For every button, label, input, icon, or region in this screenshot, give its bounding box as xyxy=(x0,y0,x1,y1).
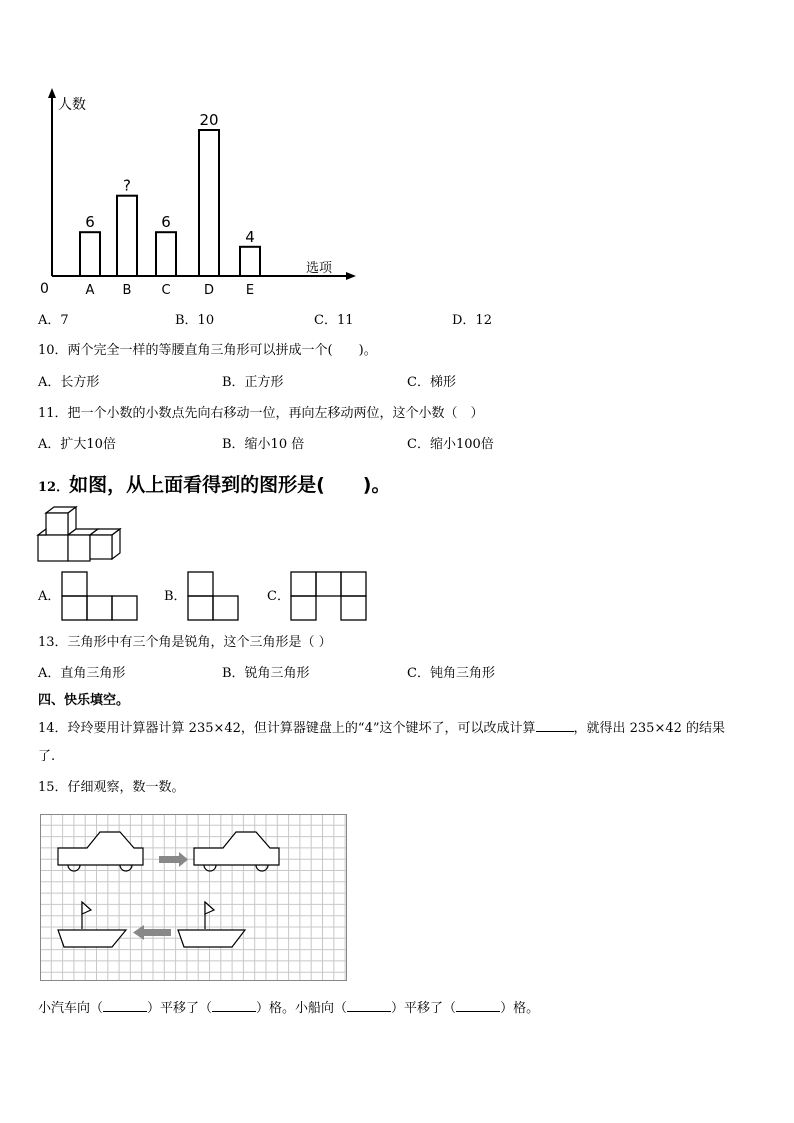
q15-answer-part-4: ）平移了（ xyxy=(391,1001,457,1016)
q10-option-b[interactable]: B．正方形 xyxy=(222,375,284,390)
bar-d xyxy=(199,130,219,276)
q13-question xyxy=(38,635,332,651)
x-tick-label-d: D xyxy=(203,283,215,298)
q14-answer-blank[interactable] xyxy=(536,719,574,732)
x-tick-label-c: C xyxy=(161,283,171,298)
q14-text-before: 玲玲要用计算器计算 235×42，但计算器键盘上的“4”这个键坏了，可以改成计算 xyxy=(67,721,536,736)
q13-number: 13． xyxy=(38,635,68,650)
q15-car-direction-blank[interactable] xyxy=(103,999,147,1012)
q11-option-a[interactable]: A．扩大10倍 xyxy=(38,437,116,452)
boat-left-icon xyxy=(58,902,126,947)
y-axis-label: 人数 xyxy=(58,97,86,113)
q12-option-b-label[interactable]: B． xyxy=(164,589,187,604)
q12-option-a-label[interactable]: A． xyxy=(38,589,61,604)
q11-question xyxy=(38,406,484,422)
q9-option-a[interactable]: A．7 xyxy=(38,313,69,328)
q12-option-c-figure[interactable] xyxy=(290,571,368,621)
section-4-title: 四、快乐填空。 xyxy=(38,693,130,708)
q9-option-d[interactable]: D．12 xyxy=(452,313,492,328)
q12-question xyxy=(38,470,390,497)
q15-boat-direction-blank[interactable] xyxy=(347,999,391,1012)
bar-value-label-b: ? xyxy=(123,176,131,195)
bar-value-label-d: 20 xyxy=(199,111,219,129)
bar-b xyxy=(117,196,137,276)
bar-c xyxy=(156,232,176,276)
origin-label: 0 xyxy=(40,281,49,297)
q14-text-line2: 了. xyxy=(38,749,56,764)
q14-text-after: ，就得出 235×42 的结果 xyxy=(573,721,726,736)
q10-text-after: )。 xyxy=(358,343,377,358)
q9-option-b[interactable]: B．10 xyxy=(175,313,215,328)
bar-value-label-c: 6 xyxy=(161,213,171,232)
x-tick-label-a: A xyxy=(85,283,95,298)
q12-option-c-label[interactable]: C． xyxy=(267,589,290,604)
q13-option-a[interactable]: A．直角三角形 xyxy=(38,666,126,681)
y-axis-arrow xyxy=(48,88,56,98)
q15-question xyxy=(38,780,185,796)
bar-chart xyxy=(30,85,360,300)
q9-option-c[interactable]: C．11 xyxy=(314,313,354,328)
q11-text: 把一个小数的小数点先向右移动一位，再向左移动两位，这个小数（ ） xyxy=(67,406,484,421)
q10-number: 10． xyxy=(38,343,68,358)
q11-option-b[interactable]: B．缩小10 倍 xyxy=(222,437,305,452)
q12-number: 12． xyxy=(38,480,70,495)
q10-question xyxy=(38,343,377,359)
q10-option-a[interactable]: A．长方形 xyxy=(38,375,100,390)
arrow-right-icon xyxy=(159,852,188,867)
bar-value-label-e: 4 xyxy=(245,227,255,246)
x-axis-arrow xyxy=(346,272,356,280)
q12-option-a-figure[interactable] xyxy=(61,571,139,621)
q12-text: 如图，从上面看得到的图形是( )。 xyxy=(69,474,391,496)
boat-right-icon xyxy=(178,902,245,947)
q15-text: 仔细观察，数一数。 xyxy=(67,780,185,795)
translation-grid-figure xyxy=(40,814,348,982)
q13-option-b[interactable]: B．锐角三角形 xyxy=(222,666,310,681)
q14-question xyxy=(38,719,725,737)
q15-answer-part-1: 小汽车向（ xyxy=(38,1001,104,1016)
q15-number: 15． xyxy=(38,780,68,795)
x-axis-label: 选项 xyxy=(306,261,333,276)
bar-a xyxy=(80,232,100,276)
q12-option-b-figure[interactable] xyxy=(187,571,241,621)
bar-e xyxy=(240,247,260,276)
q15-answer-part-2: ）平移了（ xyxy=(147,1001,213,1016)
q15-boat-distance-blank[interactable] xyxy=(456,999,500,1012)
q13-text: 三角形中有三个角是锐角，这个三角形是（ ） xyxy=(67,635,332,650)
x-tick-label-e: E xyxy=(245,283,255,298)
q13-option-c[interactable]: C．钝角三角形 xyxy=(407,666,495,681)
q11-option-c[interactable]: C．缩小100倍 xyxy=(407,437,494,452)
q10-text-before: 两个完全一样的等腰直角三角形可以拼成一个( xyxy=(67,343,333,358)
q11-number: 11． xyxy=(38,406,68,421)
bar-value-label-a: 6 xyxy=(85,213,95,232)
q15-car-distance-blank[interactable] xyxy=(212,999,256,1012)
q15-answer-part-5: ）格。 xyxy=(500,1001,540,1016)
q14-number: 14． xyxy=(38,721,68,736)
q10-option-c[interactable]: C．梯形 xyxy=(407,375,456,390)
q15-answer-part-3: ）格。小船向（ xyxy=(256,1001,348,1016)
x-tick-label-b: B xyxy=(122,283,132,298)
q15-answer-line xyxy=(38,999,539,1017)
cube-stack-figure xyxy=(36,505,126,565)
